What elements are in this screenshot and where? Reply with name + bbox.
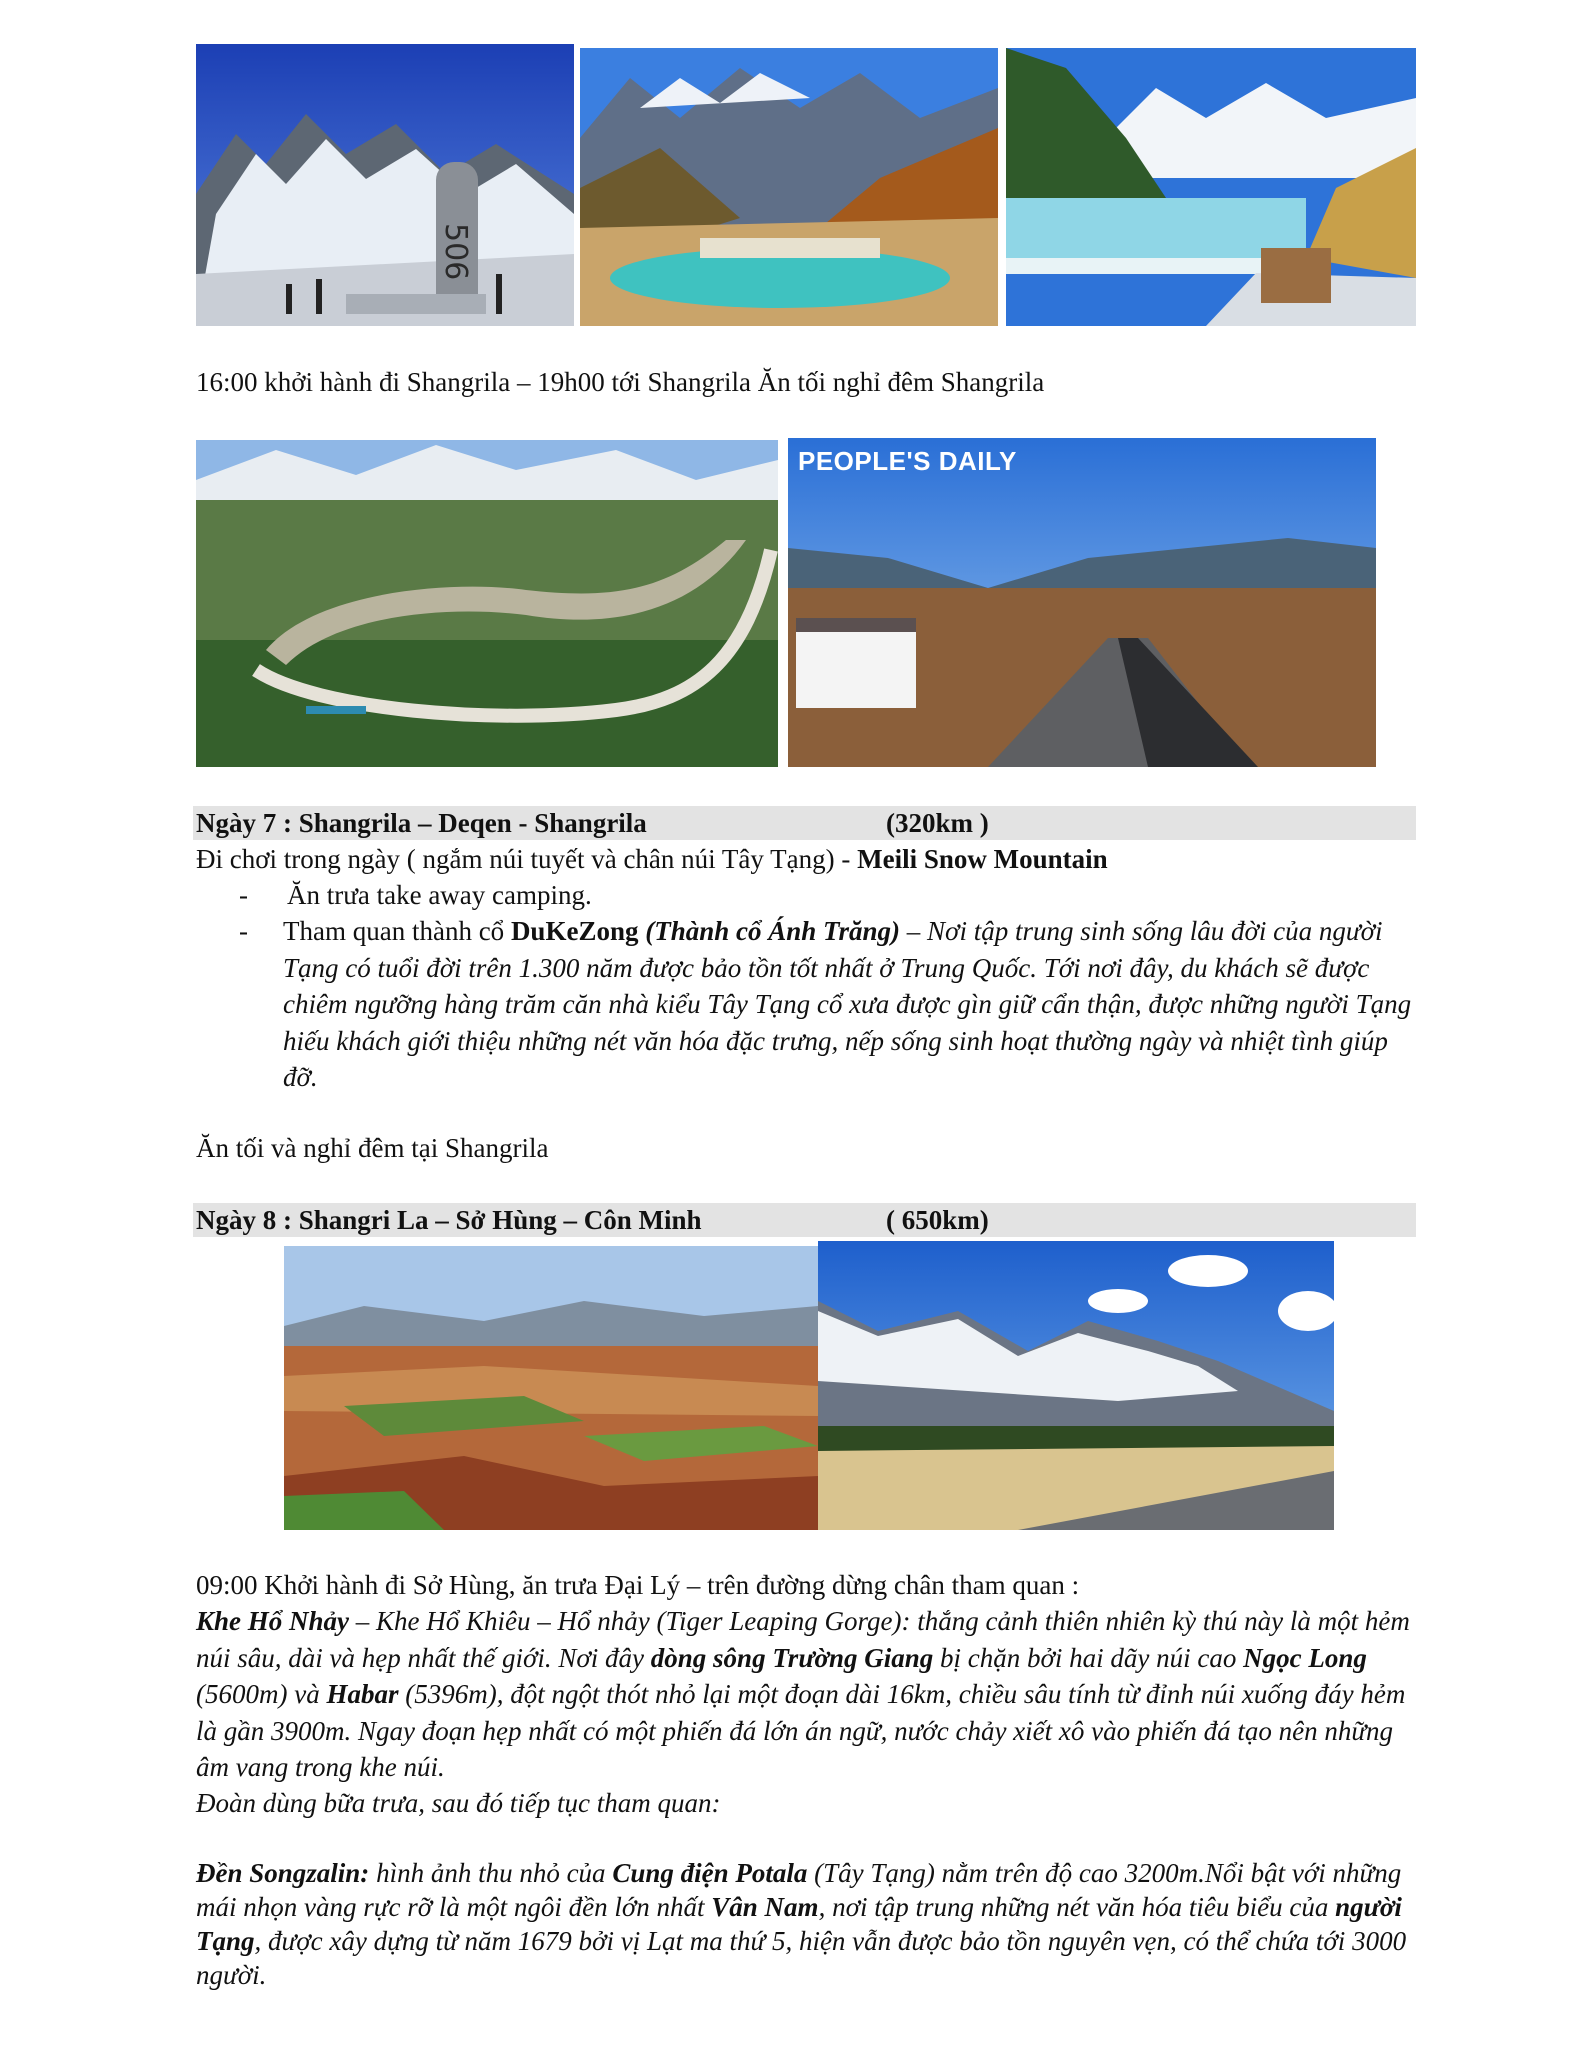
- photo-red-land-fields: [284, 1246, 818, 1530]
- day7-intro: [196, 841, 1108, 877]
- temple-paragraph: [196, 1856, 1418, 1992]
- photo-snow-mountain-monument: [196, 44, 574, 326]
- gorge-peak-ngoc-long: Ngọc Long: [1243, 1642, 1367, 1673]
- bullet-dash-2: -: [239, 916, 248, 946]
- dukezong-description: – Nơi tập trung sinh sống lâu đời của người Tạng có tuổi đời trên 1.300 năm được bảo tồn tốt nhất ở Trung Quốc. Tới nơi đây, du khách sẽ được chiêm ngưỡng hàng trăm căn nhà kiểu Tây Tạng cổ xưa được gìn giữ cẩn thận, được những người Tạng hiếu khách giới thiệu những nét văn hóa đặc trưng, nếp sống sinh hoạt thường ngày và nhiệt tình giúp đỡ.: [283, 916, 1412, 1092]
- photo-curved-railway-viaduct: [196, 440, 778, 767]
- gorge-name: Khe Hổ Nhảy: [196, 1606, 350, 1636]
- temple-name: Đền Songzalin:: [196, 1858, 370, 1888]
- day8-header: [193, 1203, 1416, 1237]
- temple-text-2: (Tây Tạng) nằm trên độ cao 3200m.Nổi bật với những mái nhọn vàng rực rỡ là một ngôi đền lớn nhất: [196, 1858, 1402, 1922]
- day8-title: Ngày 8 : Shangri La – Sở Hùng – Côn Minh: [196, 1205, 702, 1235]
- photo-blue-moon-valley: [580, 48, 998, 326]
- dukezong-name: DuKeZong: [510, 916, 646, 946]
- photo-highway-valley: [788, 438, 1376, 767]
- day7-header: [193, 806, 1416, 840]
- gorge-text-1: – Khe Hổ Khiêu – Hổ nhảy (Tiger Leaping Gorge): thắng cảnh thiên nhiên kỳ thú này là một hẻm núi sâu, dài và hẹp nhất thế giới. Nơi đây: [196, 1606, 1410, 1673]
- temple-text-4: , được xây dựng từ năm 1679 bởi vị Lạt ma thứ 5, hiện vẫn được bảo tồn nguyên vẹn, có thể chứa tới 3000 người.: [196, 1926, 1407, 1990]
- day7-distance: (320km ): [886, 808, 989, 838]
- temple-text-3: , nơi tập trung những nét văn hóa tiêu biểu của: [818, 1892, 1336, 1922]
- gorge-text-3: (5600m) và: [196, 1679, 327, 1709]
- day8-lunch: Đoàn dùng bữa trưa, sau đó tiếp tục tham quan:: [196, 1788, 721, 1818]
- temple-province: Vân Nam: [711, 1892, 819, 1922]
- gorge-paragraph: [196, 1603, 1418, 1786]
- gorge-text-2: bị chặn bởi hai dãy núi cao: [933, 1642, 1244, 1673]
- departure-line: 16:00 khởi hành đi Shangrila – 19h00 tới Shangrila Ăn tối nghỉ đêm Shangrila: [196, 367, 1045, 397]
- day7-intro-text: Đi chơi trong ngày ( ngắm núi tuyết và chân núi Tây Tạng) -: [196, 844, 858, 874]
- day7-bullet-dukezong: [283, 913, 1419, 1096]
- temple-people: người Tạng: [196, 1892, 1402, 1956]
- bullet-dash-1: -: [239, 880, 248, 910]
- day7-intro-highlight: Meili Snow Mountain: [857, 844, 1108, 874]
- gorge-text-4: (5396m), đột ngột thót nhỏ lại một đoạn dài 16km, chiều sâu tính từ đỉnh núi xuống đáy hẻm là gần 3900m. Ngay đoạn hẹp nhất có một phiến đá lớn án ngữ, nước chảy xiết xô vào phiến đá tạo nên những âm vang trong khe núi.: [196, 1679, 1406, 1782]
- photo-terraced-lake: [1006, 48, 1416, 326]
- day7-title: Ngày 7 : Shangrila – Deqen - Shangrila: [196, 808, 647, 838]
- photo-jade-dragon-snow-mountain: [818, 1241, 1334, 1530]
- gorge-river: dòng sông Trường Giang: [650, 1642, 934, 1673]
- temple-text-1: hình ảnh thu nhỏ của: [369, 1858, 613, 1888]
- temple-palace: Cung điện Potala: [612, 1858, 808, 1888]
- dukezong-alias: (Thành cổ Ánh Trăng): [645, 916, 901, 946]
- day7-bullet-lunch: Ăn trưa take away camping.: [287, 880, 592, 910]
- day7-dinner: Ăn tối và nghỉ đêm tại Shangrila: [196, 1133, 549, 1163]
- day8-distance: ( 650km): [886, 1205, 989, 1235]
- gorge-peak-habar: Habar: [326, 1679, 399, 1709]
- peoples-daily-watermark: PEOPLE'S DAILY: [798, 446, 1017, 476]
- day8-departure: 09:00 Khởi hành đi Sở Hùng, ăn trưa Đại Lý – trên đường dừng chân tham quan :: [196, 1570, 1080, 1600]
- dukezong-prefix: Tham quan thành cổ: [283, 916, 511, 946]
- svg-text:506: 506: [438, 223, 473, 281]
